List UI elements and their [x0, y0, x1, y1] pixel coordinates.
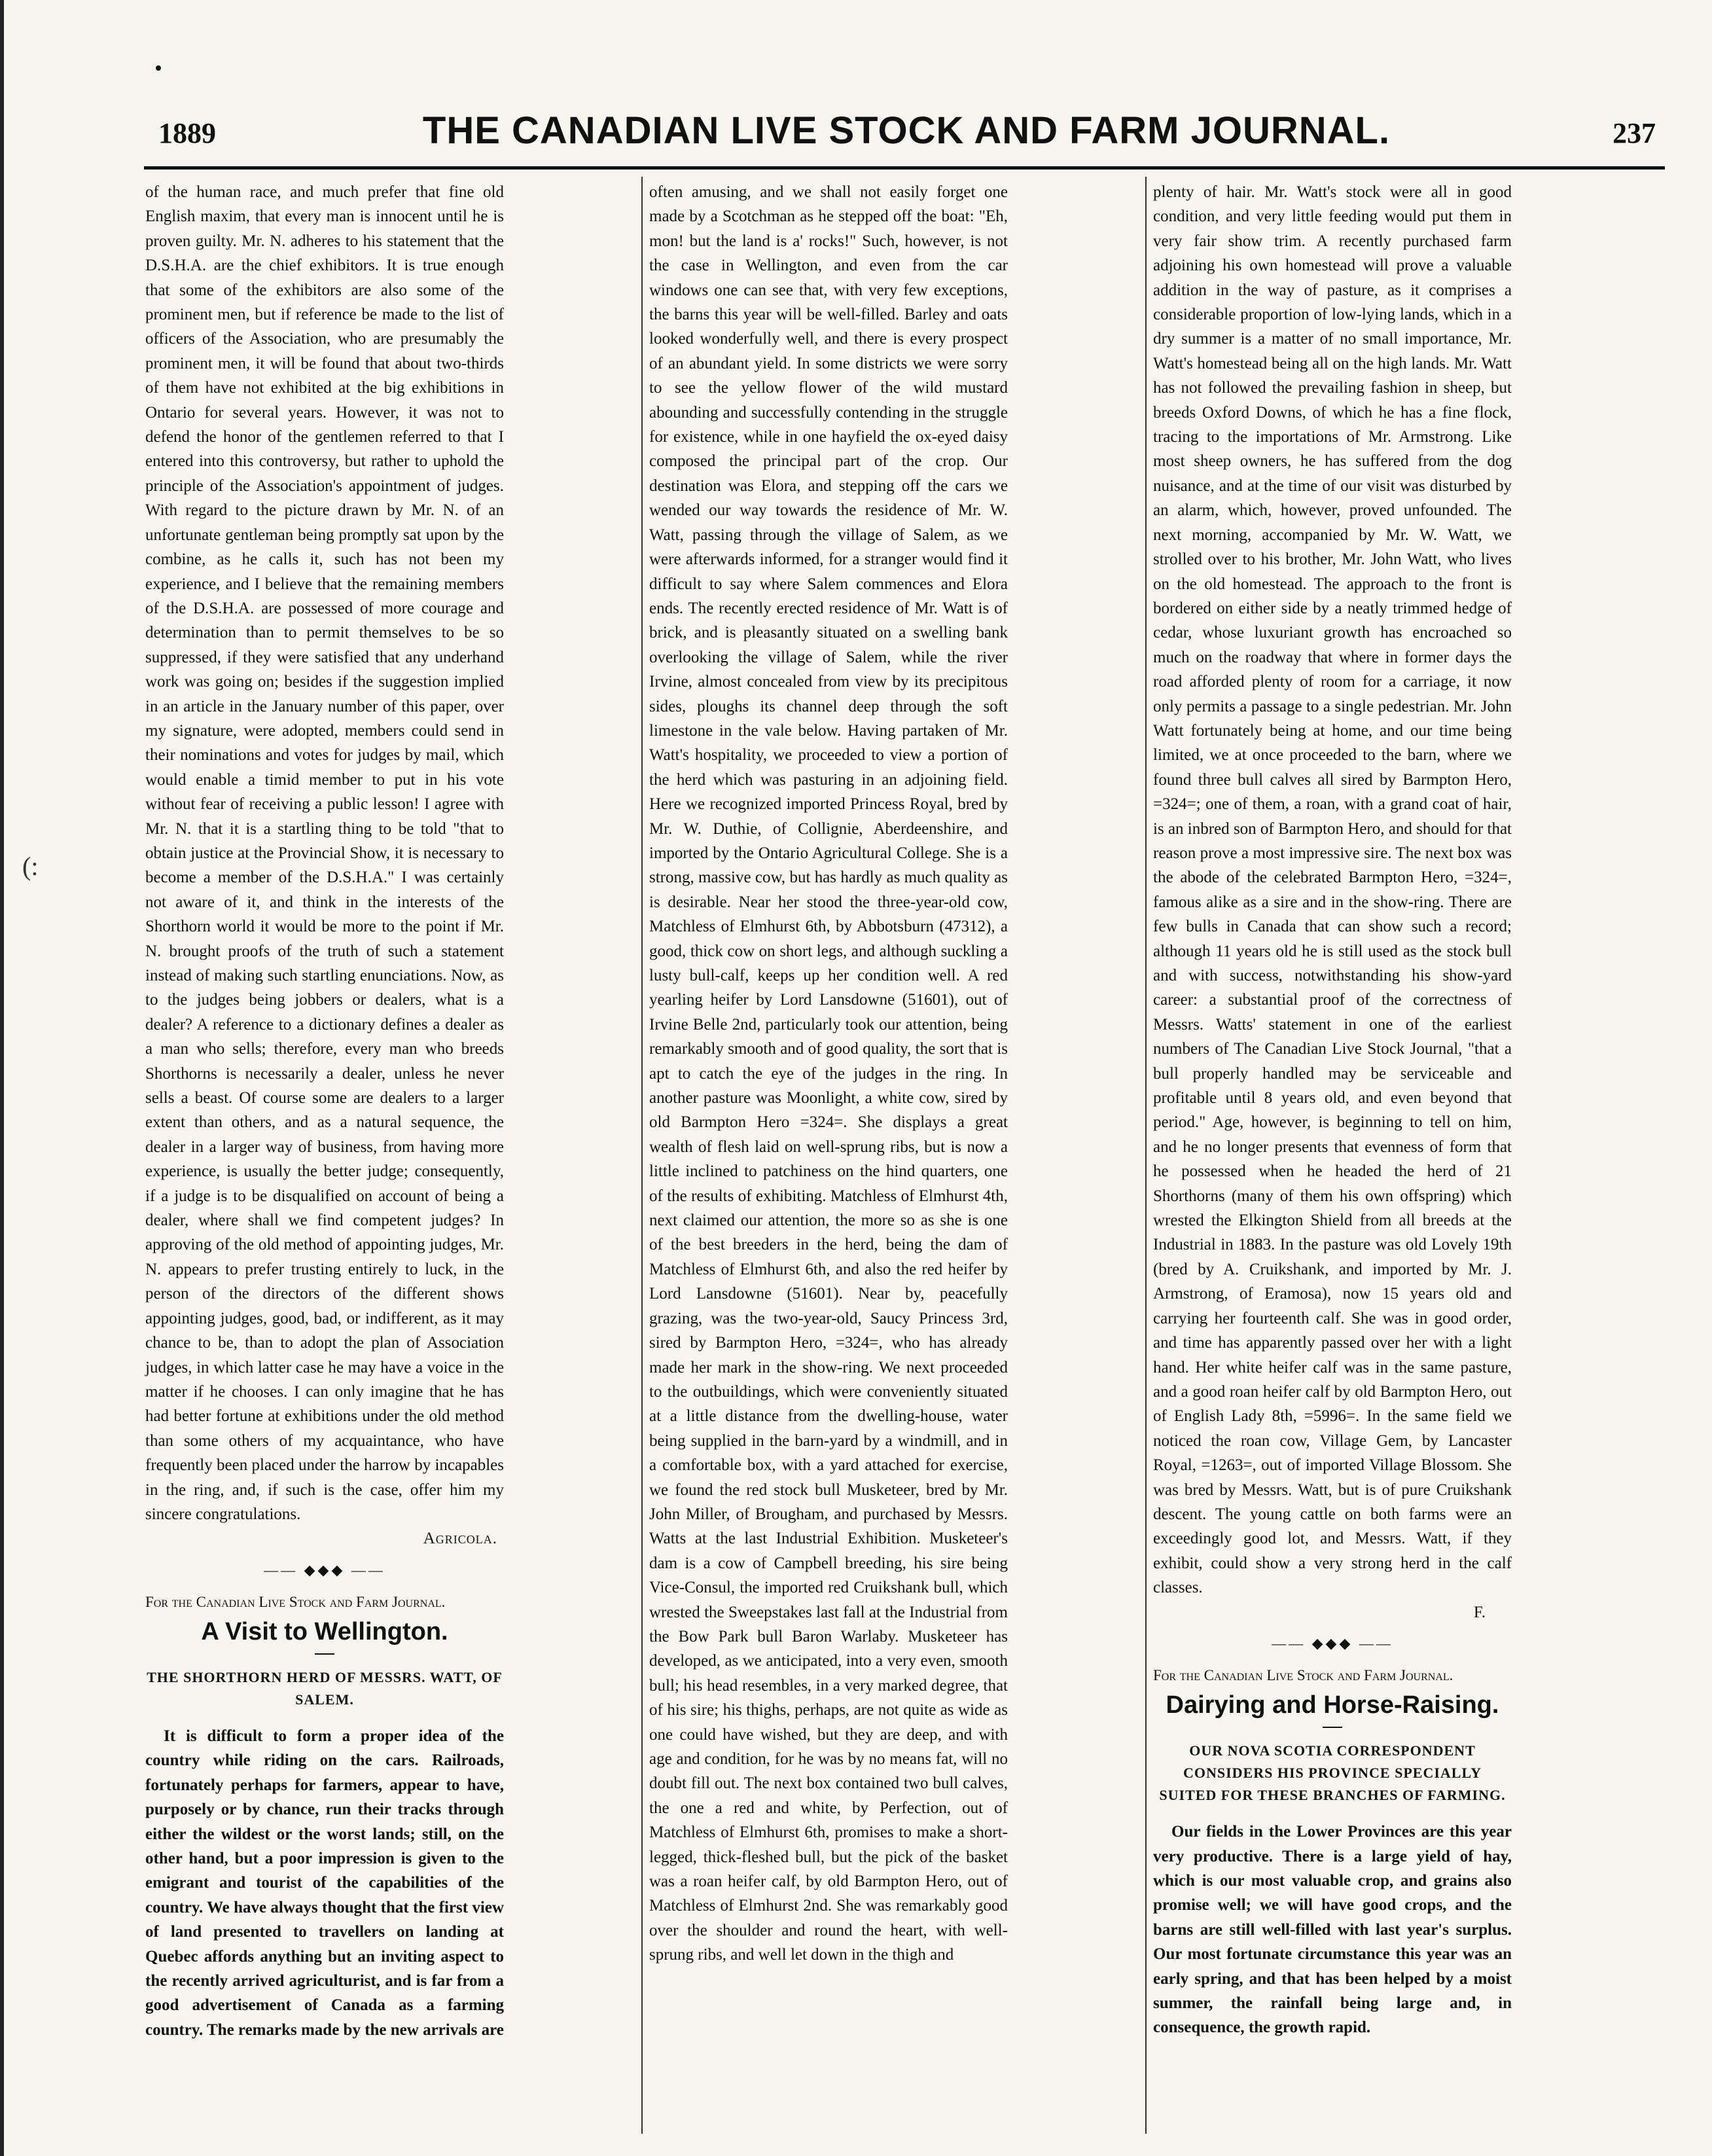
column-1: [145, 180, 504, 2042]
journal-title: THE CANADIAN LIVE STOCK AND FARM JOURNAL.: [422, 109, 1391, 152]
signature-f: F.: [1473, 1603, 1486, 1621]
header-rule: [144, 166, 1665, 170]
article-subtitle: THE SHORTHORN HERD OF MESSRS. WATT, OF SALEM.: [147, 1668, 503, 1708]
title-rule: [1323, 1727, 1342, 1728]
page-number: 237: [1613, 117, 1656, 149]
title-rule: [315, 1653, 334, 1655]
column-2: [649, 180, 1008, 1967]
paragraph: plenty of hair. Mr. Watt's stock were all in good condition, and very little feeding would put them in very fair show trim. A recently purchased farm adjoining his own homestead will prove a valuable addition in the way of pasture, as it comprises a considerable proportion of low-lying lands, which in a dry summer is a matter of no small importance, Mr. Watt's homestead being all on the high lands. Mr. Watt has not followed the prevailing fashion in sheep, but breeds Oxford Downs, of which he has a fine flock, tracing to the importations of Mr. Armstrong. Like most sheep owners, he has suffered from the dog nuisance, and at the time of our visit was disturbed by an alarm, which, however, proved unfounded. The next morning, accompanied by Mr. W. Watt, we strolled over to his brother, Mr. John Watt, who lives on the old homestead. The approach to the front is bordered on either side by a neatly trimmed hedge of cedar, whose luxuriant growth has encroached so much on the roadway that where in former days the road afforded plenty of room for a carriage, it now only permits a passage to a single pedestrian. Mr. John Watt fortunately being at home, and our time being limited, we at once proceeded to the barn, where we found three bull calves all sired by Barmpton Hero, =324=; one of them, a roan, with a grand coat of hair, is an inbred son of Barmpton Hero, and should for that reason prove a most impressive sire. The next box was the abode of the celebrated Barmpton Hero, =324=, famous alike as a sire and in the show-ring. There are few bulls in Canada that can show such a record; although 11 years old he is still used as the stock bull and with success, notwithstanding his show-yard career: a substantial proof of the correctness of Messrs. Watts' statement in one of the earliest numbers of The Canadian Live Stock Journal, "that a bull properly handled may be serviceable and profitable until 8 years old, and even beyond that period." Age, however, is beginning to tell on him, and he no longer presents that evenness of form that he possessed when he headed the herd of 21 Shorthorns (many of them his own offspring) which wrested the Elkington Shield from all breeds at the Industrial in 1883. In the pasture was old Lovely 19th (bred by A. Cruikshank, and imported by Mr. J. Armstrong, of Eramosa), now 15 years old and carrying her fourteenth calf. She was in good order, and time has apparently passed over her with a light hand. Her white heifer calf was in the same pasture, and a good roan heifer calf by old Barmpton Hero, out of English Lady 8th, =5996=. In the same field we noticed the roan cow, Village Gem, by Lancaster Royal, =1263=, out of imported Village Blossom. She was bred by Messrs. Watt, but is of pure Cruikshank descent. The young cattle on both farms were an exceedingly good lot, and Messrs. Watt, if they exhibit, could show a very strong herd in the calf classes.: [1153, 183, 1512, 1597]
section-divider: —— ◆◆◆ ——: [1272, 1634, 1393, 1651]
article-title: Dairying and Horse-Raising.: [1166, 1691, 1499, 1719]
column-divider-1: [641, 177, 643, 2134]
page-header: [151, 105, 1662, 170]
header-year: 1889: [158, 117, 216, 149]
paragraph: of the human race, and much prefer that fine old English maxim, that every man is innocent until he is proven guilty. Mr. N. adheres to his statement that the D.S.H.A. are the chief exhibitors. It is true enough that some of the exhibitors are also some of the prominent men, but if reference be made to the list of officers of the Association, who are presumably the prominent men, it will be found that about two-thirds of them have not exhibited at the big exhibitions in Ontario for several years. However, it was not to defend the honor of the gentlemen referred to that I entered into this controversy, but rather to uphold the principle of the Association's appointment of judges. With regard to the picture drawn by Mr. N. of an unfortunate gentleman being promptly sat upon by the combine, as he calls it, such has not been my experience, and I believe that the remaining members of the D.S.H.A. are possessed of more courage and determination than to permit themselves to be so suppressed, if they were satisfied that any underhand work was going on; besides if the suggestion implied in an article in the January number of this paper, over my signature, were adopted, members could send in their nominations and votes for judges by mail, which would enable a timid member to put in his vote without fear of receiving a public lesson! I agree with Mr. N. that it is a startling thing to be told "that to obtain justice at the Provincial Show, it is necessary to become a member of the D.S.H.A." I was certainly not aware of it, and think in the interests of the Shorthorn world it would be more to the point if Mr. N. brought proofs of the truth of such a statement instead of making such startling enunciations. Now, as to the judges being jobbers or dealers, what is a dealer? A reference to a dictionary defines a dealer as a man who sells; therefore, every man who breeds Shorthorns is necessarily a dealer, unless he never sells a beast. Of course some are dealers to a larger extent than others, and as a natural sequence, the dealer in a larger way of business, from having more experience, is usually the better judge; consequently, if a judge is to be disqualified on account of being a dealer, where shall we find competent judges? In approving of the old method of appointing judges, Mr. N. appears to prefer trusting entirely to luck, in the person of the directors of the different shows appointing judges, good, bad, or indifferent, as it may chance to be, than to adopt the plan of Association judges, in which latter case he may have a voice in the matter if he chooses. I can only imagine that he has had better fortune at exhibitions under the old method than some others of my acquaintance, who have frequently been placed under the harrow by incapables in the ring, and, if such is the case, offer him my sincere congratulations.: [145, 183, 504, 1523]
article-byline: For the Canadian Live Stock and Farm Journal.: [1153, 1667, 1453, 1684]
column-divider-2: [1145, 177, 1147, 2134]
paragraph: often amusing, and we shall not easily forget one made by a Scotchman as he stepped off the boat: "Eh, mon! but the land is a' rocks!" Such, however, is not the case in Wellington, and even from the car windows one can see that, with very few exceptions, the barns this year will be well-filled. Barley and oats looked wonderfully well, and there is every prospect of an abundant yield. In some districts we were sorry to see the yellow flower of the wild mustard abounding and successfully contending in the struggle for existence, while in one hayfield the ox-eyed daisy composed the principal part of the crop. Our destination was Elora, and stepping off the cars we wended our way towards the residence of Mr. W. Watt, passing through the village of Salem, as we were afterwards informed, for a stranger would find it difficult to say where Salem commences and Elora ends. The recently erected residence of Mr. Watt is of brick, and is pleasantly situated on a swelling bank overlooking the village of Salem, while the river Irvine, almost concealed from view by its precipitous sides, ploughs its channel deep through the soft limestone in the vale below. Having partaken of Mr. Watt's hospitality, we proceeded to view a portion of the herd which was pasturing in an adjoining field. Here we recognized imported Princess Royal, bred by Mr. W. Duthie, of Collignie, Aberdeenshire, and imported by the Ontario Agricultural College. She is a strong, massive cow, but has hardly as much quality as is desirable. Near her stood the three-year-old cow, Matchless of Elmhurst 6th, by Abbotsburn (47312), a good, thick cow on short legs, and although suckling a lusty bull-calf, keeps up her condition well. A red yearling heifer by Lord Lansdowne (51601), out of Irvine Belle 2nd, particularly took our attention, being remarkably smooth and of good quality, the sort that is apt to catch the eye of the judges in the ring. In another pasture was Moonlight, a white cow, sired by old Barmpton Hero =324=. She displays a great wealth of flesh laid on well-sprung ribs, but is now a little inclined to patchiness on the hind quarters, one of the results of exhibiting. Matchless of Elmhurst 4th, next claimed our attention, the more so as she is one of the best breeders in the herd, being the dam of Matchless of Elmhurst 6th, and also the red heifer by Lord Lansdowne (51601). Near by, peacefully grazing, was the two-year-old, Saucy Princess 3rd, sired by Barmpton Hero, =324=, who has already made her mark in the show-ring. We next proceeded to the outbuildings, which were conveniently situated at a little distance from the dwelling-house, water being supplied in the barn-yard by a windmill, and in a comfortable box, with a yard attached for exercise, we found the red stock bull Musketeer, bred by Mr. John Miller, of Brougham, and purchased by Messrs. Watts at the last Industrial Exhibition. Musketeer's dam is a cow of Campbell breeding, his sire being Vice-Consul, the imported red Cruikshank bull, which wrested the Sweepstakes last fall at the Industrial from the Bow Park bull Baron Warlaby. Musketeer has developed, as we anticipated, into a very even, smooth bull; his head resembles, in a very marked degree, that of his sire; his thighs, perhaps, are not quite as wide as one could have wished, but they are deep, and with age and condition, for he was by no means fat, will no doubt fill out. The next box contained two bull calves, the one a red and white, by Perfection, out of Matchless of Elmhurst 6th, promises to make a short-legged, thick-fleshed bull, but the pick of the basket was a roan heifer calf, by old Barmpton Hero, out of Matchless of Elmhurst 2nd. She was remarkably good over the shoulder and round the heart, with well-sprung ribs, and well let down in the thigh and: [649, 183, 1008, 1964]
article-byline: For the Canadian Live Stock and Farm Journal.: [145, 1594, 446, 1611]
signature-agricola: Agricola.: [423, 1530, 497, 1548]
paragraph: Our fields in the Lower Provinces are this year very productive. There is a large yield of hay, which is our most valuable crop, and grains also promise well; we will have good crops, and the barns are still well-filled with last year's surplus. Our most fortunate circumstance this year was an early spring, and that has been helped by a moist summer, the rainfall being large and, in consequence, the growth rapid.: [1153, 1823, 1512, 2037]
column-3: [1153, 180, 1512, 2040]
section-divider: —— ◆◆◆ ——: [264, 1561, 385, 1578]
scan-edge-line: [0, 0, 4, 2156]
margin-mark: (:: [22, 852, 39, 881]
ink-dot: [156, 65, 161, 71]
paragraph: It is difficult to form a proper idea of the country while riding on the cars. Railroads, fortunately perhaps for farmers, appear to have, purposely or by chance, run their tracks through either the wildest or the worst lands; still, on the other hand, but a poor impression is given to the emigrant and tourist of the capabilities of the country. We have always thought that the first view of land presented to travellers on landing at Quebec affords anything but an inviting aspect to the recently arrived agriculturist, and is far from a good advertisement of Canada as a farming country. The remarks made by the new arrivals are: [145, 1727, 504, 2039]
article-title: A Visit to Wellington.: [201, 1617, 448, 1645]
article-subtitle: OUR NOVA SCOTIA CORRESPONDENT CONSIDERS HIS PROVINCE SPECIALLY SUITED FOR THESE BRANCHES OF FARMING.: [1159, 1742, 1506, 1804]
